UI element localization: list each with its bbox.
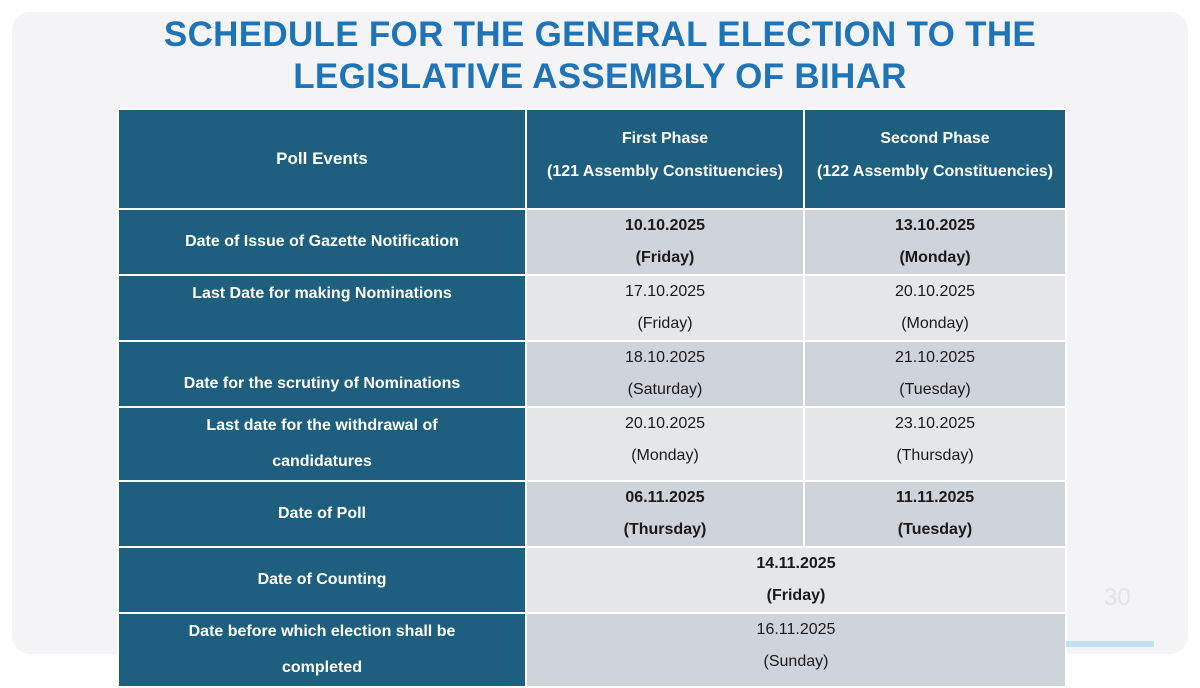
day-value: (Friday) (766, 587, 826, 604)
page-title (0, 14, 1200, 98)
table-row (118, 209, 1066, 275)
page-number: 30 (1104, 584, 1131, 611)
event-label: Date of Issue of Gazette Notification (118, 209, 526, 275)
title-line-2: LEGISLATIVE ASSEMBLY OF BIHAR (293, 57, 907, 96)
event-text: Last Date for making Nominations (192, 285, 452, 302)
day-value: (Monday) (901, 315, 969, 332)
table-row (118, 275, 1066, 341)
combined-phase-cell (526, 547, 1066, 613)
event-text: Date for the scrutiny of Nominations (183, 375, 461, 392)
event-label (118, 341, 526, 407)
second-phase-constituencies: (122 Assembly Constituencies) (817, 163, 1053, 180)
day-value: (Thursday) (623, 521, 707, 538)
day-value: (Monday) (631, 447, 699, 464)
event-text-line-2: completed (281, 659, 362, 676)
date-value: 13.10.2025 (894, 217, 976, 234)
second-phase-cell (804, 209, 1066, 275)
event-label: Date of Poll (118, 481, 526, 547)
schedule-table (117, 108, 1067, 688)
day-value: (Sunday) (763, 653, 829, 670)
first-phase-cell (526, 341, 804, 407)
accent-bar (1066, 641, 1154, 647)
first-phase-cell (526, 481, 804, 547)
date-value: 21.10.2025 (894, 349, 976, 366)
date-value: 06.11.2025 (625, 489, 705, 506)
first-phase-constituencies: (121 Assembly Constituencies) (547, 163, 783, 180)
date-value: 23.10.2025 (894, 415, 976, 432)
date-value: 10.10.2025 (624, 217, 706, 234)
event-label (118, 275, 526, 341)
day-value: (Tuesday) (899, 381, 971, 398)
table-row (118, 613, 1066, 687)
day-value: (Thursday) (896, 447, 974, 464)
day-value: (Friday) (635, 249, 695, 266)
date-value: 20.10.2025 (894, 283, 976, 300)
event-label (118, 407, 526, 481)
first-phase-label: First Phase (621, 130, 709, 147)
second-phase-cell (804, 481, 1066, 547)
date-value: 18.10.2025 (624, 349, 706, 366)
first-phase-cell (526, 209, 804, 275)
second-phase-label: Second Phase (880, 130, 990, 147)
second-phase-cell (804, 275, 1066, 341)
date-value: 20.10.2025 (624, 415, 706, 432)
combined-phase-cell (526, 613, 1066, 687)
table-row (118, 547, 1066, 613)
event-label: Date of Counting (118, 547, 526, 613)
date-value: 11.11.2025 (895, 489, 975, 506)
first-phase-cell (526, 407, 804, 481)
day-value: (Friday) (637, 315, 693, 332)
header-second-phase (804, 109, 1066, 209)
day-value: (Monday) (899, 249, 971, 266)
event-label (118, 613, 526, 687)
event-text-line-2: candidatures (272, 453, 372, 470)
date-value: 17.10.2025 (624, 283, 706, 300)
table-row (118, 407, 1066, 481)
date-value: 16.11.2025 (756, 621, 836, 638)
header-poll-events: Poll Events (118, 109, 526, 209)
day-value: (Saturday) (627, 381, 703, 398)
date-value: 14.11.2025 (756, 555, 836, 572)
table-row (118, 481, 1066, 547)
day-value: (Tuesday) (897, 521, 973, 538)
table-header-row (118, 109, 1066, 209)
second-phase-cell (804, 407, 1066, 481)
table-row (118, 341, 1066, 407)
second-phase-cell (804, 341, 1066, 407)
event-text-line-1: Last date for the withdrawal of (206, 417, 438, 434)
event-text-line-1: Date before which election shall be (188, 623, 456, 640)
header-first-phase (526, 109, 804, 209)
first-phase-cell (526, 275, 804, 341)
title-line-1: SCHEDULE FOR THE GENERAL ELECTION TO THE (163, 15, 1037, 54)
